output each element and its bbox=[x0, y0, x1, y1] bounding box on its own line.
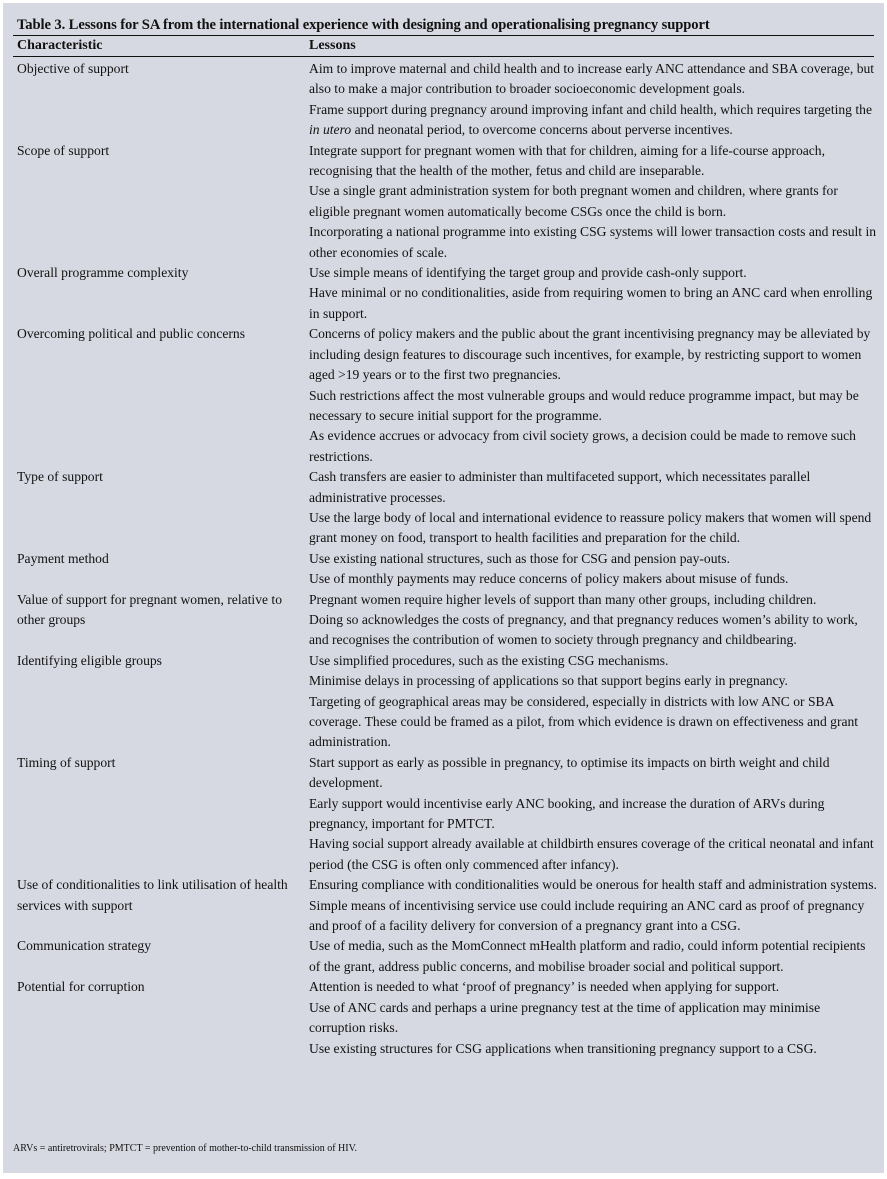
lesson-text: Use simplified procedures, such as the existing CSG mechanisms. bbox=[309, 652, 669, 668]
lesson-text: Frame support during pregnancy around improving infant and child health, which requires targeting the in utero and neonatal period, to overcome concerns about perverse incentives. bbox=[309, 101, 872, 138]
lesson-text: Use the large body of local and international evidence to reassure policy makers that women will spend grant money on food, transport to health facilities and preparation for the child. bbox=[309, 509, 872, 546]
lessons-cell bbox=[309, 59, 879, 141]
characteristic-cell: Scope of support bbox=[17, 142, 110, 158]
lessons-cell bbox=[309, 549, 879, 590]
lessons-cell bbox=[309, 651, 879, 753]
characteristic-cell: Potential for corruption bbox=[17, 979, 145, 995]
characteristic-cell: Value of support for pregnant women, relative to other groups bbox=[17, 591, 282, 627]
lessons-cell bbox=[309, 590, 879, 651]
lesson-text: Targeting of geographical areas may be considered, especially in districts with low ANC or SBA coverage. These could be framed as a pilot, from which evidence is drawn on effectiveness and grant administration. bbox=[309, 693, 859, 750]
footnote: ARVs = antiretrovirals; PMTCT = prevention of mother-to-child transmission of HIV. bbox=[13, 1143, 358, 1154]
lesson-text: Aim to improve maternal and child health and to increase early ANC attendance and SBA coverage, but also to make a major contribution to broader socioeconomic development goals. bbox=[309, 61, 875, 97]
table-row bbox=[17, 590, 879, 651]
lesson-text: Use existing national structures, such as those for CSG and pension pay-outs. bbox=[309, 550, 730, 566]
lesson-text: Attention is needed to what ‘proof of pregnancy’ is needed when applying for support. bbox=[309, 979, 780, 995]
lesson-text: Such restrictions affect the most vulnerable groups and would reduce programme impact, but may be necessary to secure initial support for the programme. bbox=[309, 387, 859, 423]
lessons-cell bbox=[309, 263, 879, 324]
lesson-text: Use of ANC cards and perhaps a urine pregnancy test at the time of application may minimise corruption risks. bbox=[309, 999, 821, 1036]
lesson-text: Simple means of incentivising service use could include requiring an ANC card as proof of pregnancy and proof of a facility delivery for conversion of a pregnancy grant into a CSG. bbox=[309, 897, 865, 934]
lesson-text: Use of monthly payments may reduce concerns of policy makers about misuse of funds. bbox=[309, 571, 789, 587]
characteristic-cell: Overall programme complexity bbox=[17, 265, 189, 281]
lessons-cell bbox=[309, 467, 879, 549]
lesson-text: Start support as early as possible in pregnancy, to optimise its impacts on birth weight and child development. bbox=[309, 754, 830, 791]
header-lessons: Lessons bbox=[309, 38, 356, 53]
characteristic-cell: Payment method bbox=[17, 550, 109, 566]
table-row bbox=[17, 263, 879, 324]
table-body bbox=[17, 59, 879, 1059]
lesson-text: Pregnant women require higher levels of support than many other groups, including children. bbox=[309, 591, 817, 607]
lesson-text: Early support would incentivise early ANC booking, and increase the duration of ARVs during pregnancy, important for PMTCT. bbox=[309, 795, 825, 832]
table-row bbox=[17, 324, 879, 467]
table-row bbox=[17, 651, 879, 753]
characteristic-cell: Communication strategy bbox=[17, 938, 152, 954]
header-rule bbox=[13, 56, 874, 57]
lesson-text: Use a single grant administration system for both pregnant women and children, where grants for eligible pregnant women automatically become CSGs once the child is born. bbox=[309, 183, 838, 219]
characteristic-cell: Identifying eligible groups bbox=[17, 652, 162, 668]
lessons-cell bbox=[309, 977, 879, 1059]
characteristic-cell: Timing of support bbox=[17, 754, 116, 770]
lesson-text: Concerns of policy makers and the public about the grant incentivising pregnancy may be alleviated by including design features to discourage such incentives, for example, by restricting support to women aged >19 years or to the first two pregnancies. bbox=[309, 326, 871, 383]
characteristic-cell: Use of conditionalities to link utilisation of health services with support bbox=[17, 877, 288, 913]
characteristic-cell: Type of support bbox=[17, 469, 103, 485]
lessons-cell bbox=[309, 753, 879, 875]
lesson-text: Incorporating a national programme into existing CSG systems will lower transaction costs and result in other economies of scale. bbox=[309, 224, 877, 260]
title-rule bbox=[13, 35, 874, 36]
table-row bbox=[17, 753, 879, 875]
lessons-cell bbox=[309, 875, 879, 936]
lesson-text: Cash transfers are easier to administer than multifaceted support, which necessitates parallel administrative processes. bbox=[309, 469, 811, 505]
lesson-text: Have minimal or no conditionalities, aside from requiring women to bring an ANC card when enrolling in support. bbox=[309, 285, 873, 321]
lessons-cell bbox=[309, 141, 879, 263]
lesson-text: Use of media, such as the MomConnect mHealth platform and radio, could inform potential recipients of the grant, address public concerns, and mobilise broader social and political support. bbox=[309, 938, 866, 974]
lesson-text: Doing so acknowledges the costs of pregnancy, and that pregnancy reduces women’s ability to work, and recognises the contribution of women to society through pregnancy and childbearing. bbox=[309, 611, 858, 648]
lesson-text: Ensuring compliance with conditionalities would be onerous for health staff and administration systems. bbox=[309, 877, 877, 893]
table-row bbox=[17, 467, 879, 549]
lesson-text: Minimise delays in processing of applications so that support begins early in pregnancy. bbox=[309, 673, 788, 689]
lessons-cell bbox=[309, 324, 879, 467]
table-row bbox=[17, 875, 879, 936]
table-row bbox=[17, 141, 879, 263]
header-characteristic: Characteristic bbox=[17, 38, 103, 53]
table-row bbox=[17, 977, 879, 1059]
lesson-text: Use existing structures for CSG applications when transitioning pregnancy support to a CSG. bbox=[309, 1040, 817, 1056]
table-panel bbox=[3, 3, 884, 1173]
lesson-text: Having social support already available at childbirth ensures coverage of the critical neonatal and infant period (the CSG is often only commenced after infancy). bbox=[309, 836, 874, 872]
table-row bbox=[17, 936, 879, 977]
table-row bbox=[17, 59, 879, 141]
lesson-text: As evidence accrues or advocacy from civil society grows, a decision could be made to remove such restrictions. bbox=[309, 428, 856, 464]
lesson-text: Use simple means of identifying the target group and provide cash-only support. bbox=[309, 265, 747, 281]
table-title: Table 3. Lessons for SA from the international experience with designing and operationalising pregnancy support bbox=[17, 17, 710, 33]
lesson-text: Integrate support for pregnant women with that for children, aiming for a life-course approach, recognising that the health of the mother, fetus and child are inseparable. bbox=[309, 142, 825, 179]
lessons-cell bbox=[309, 936, 879, 977]
characteristic-cell: Overcoming political and public concerns bbox=[17, 326, 246, 342]
characteristic-cell: Objective of support bbox=[17, 61, 129, 76]
table-row bbox=[17, 549, 879, 590]
